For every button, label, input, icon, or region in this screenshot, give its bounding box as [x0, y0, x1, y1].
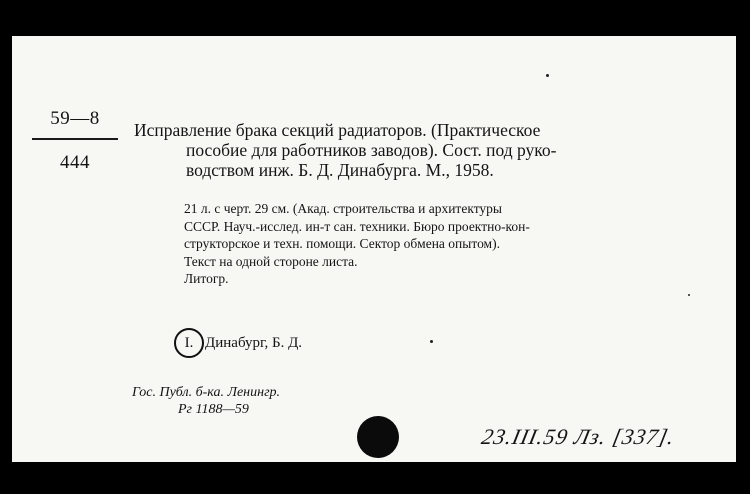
speck	[546, 74, 549, 77]
library-name: Гос. Публ. б-ка. Ленингр.	[132, 385, 281, 400]
title-line-1: Исправление брака секций радиаторов. (Практическое	[134, 120, 541, 140]
tracing-name: Динабург, Б. Д.	[205, 335, 303, 351]
title-block	[134, 120, 694, 180]
library-call-number: Рг 1188—59	[178, 402, 249, 417]
speck	[688, 294, 690, 296]
desc-line-2: СССР. Науч.-исслед. ин-т сан. техники. Бюро проектно-кон-	[184, 218, 530, 234]
desc-line-1: 21 л. с черт. 29 см. (Акад. строительства и архитектуры	[184, 201, 502, 216]
title-line-3: водством инж. Б. Д. Динабурга. М., 1958.	[186, 160, 494, 180]
desc-line-3: структорское и техн. помощи. Сектор обмена опытом).	[184, 236, 500, 251]
desc-line-5: Литогр.	[184, 271, 229, 286]
speck	[430, 340, 433, 343]
description-block	[184, 200, 699, 288]
shelf-mark-bottom: 444	[60, 152, 90, 173]
title-line-2: пособие для работников заводов). Сост. под руко-	[186, 140, 557, 160]
desc-line-4: Текст на одной стороне листа.	[184, 253, 358, 269]
handwritten-note: 23.III.59 Лз. [337].	[479, 424, 678, 449]
library-stamp-text	[132, 384, 280, 418]
shelf-mark-top: 59—8	[50, 108, 100, 129]
shelf-mark-divider	[32, 138, 118, 140]
catalog-card	[12, 36, 736, 462]
punch-hole	[357, 416, 399, 458]
tracing-numeral: I.	[174, 328, 204, 358]
tracing-entry	[174, 328, 302, 358]
